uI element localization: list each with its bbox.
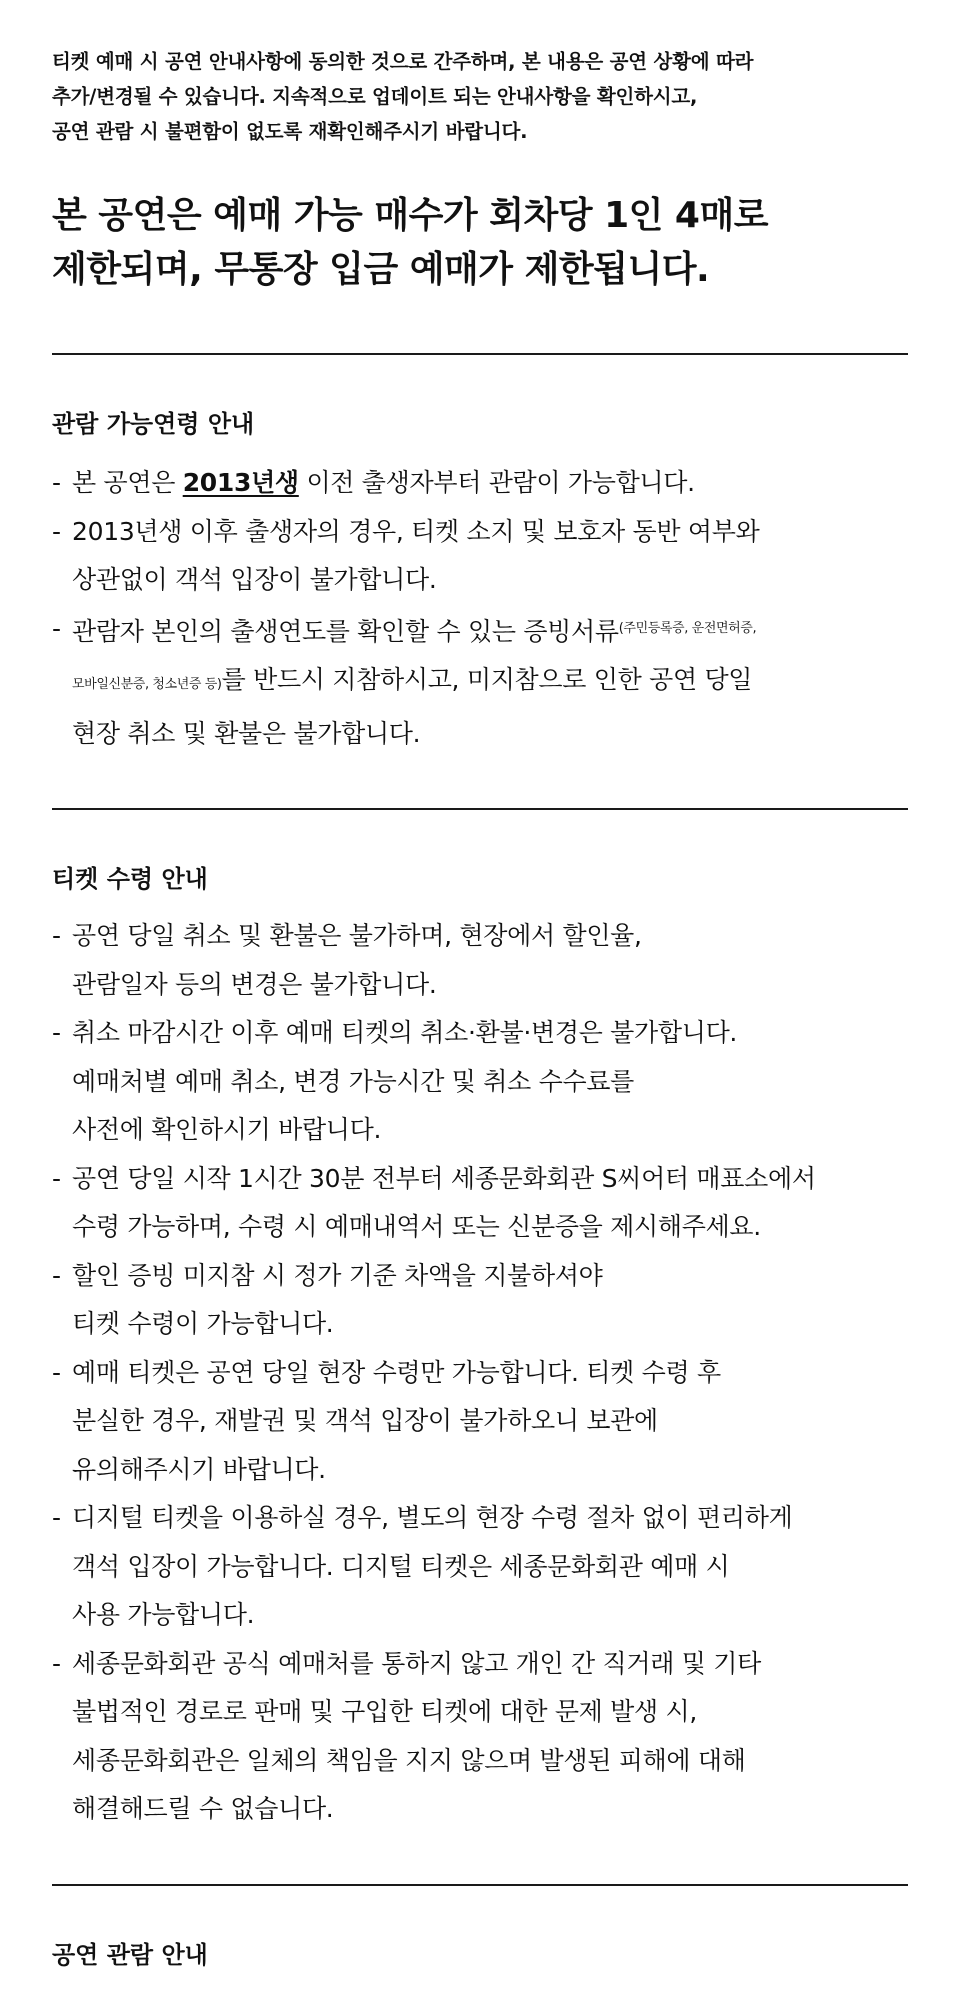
list-item-line: 사전에 확인하시기 바랍니다. xyxy=(72,1115,382,1144)
list-item-line: 관람일자 등의 변경은 불가합니다. xyxy=(72,969,437,999)
list-item-line: 객석 입장이 가능합니다. 디지털 티켓은 세종문화회관 예매 시 xyxy=(72,1551,730,1581)
list-dash: - xyxy=(52,921,61,950)
list-dash: - xyxy=(52,1648,61,1678)
id-types-note: 모바일신분증, 청소년증 등) xyxy=(72,677,222,692)
list-item xyxy=(52,912,908,1009)
birth-year-emphasis: 2013년생 xyxy=(182,468,299,497)
viewing-section-title: 공연 관람 안내 xyxy=(52,1940,208,1969)
list-item xyxy=(52,1640,908,1834)
section-divider xyxy=(52,808,908,810)
age-info-list xyxy=(52,459,908,758)
list-dash: - xyxy=(52,516,61,546)
list-item-line: 공연 당일 시작 1시간 30분 전부터 세종문화회관 S씨어터 매표소에서 xyxy=(72,1163,816,1193)
section-divider xyxy=(52,1884,908,1886)
document-requirement-text: 관람자 본인의 출생연도를 확인할 수 있는 증빙서류 xyxy=(72,616,619,646)
list-dash: - xyxy=(52,1018,61,1047)
list-item-line: 디지털 티켓을 이용하실 경우, 별도의 현장 수령 절차 없이 편리하게 xyxy=(72,1503,793,1532)
list-item-line: 유의해주시기 바랍니다. xyxy=(72,1454,326,1484)
list-item-line: 불법적인 경로로 판매 및 구입한 티켓에 대한 문제 발생 시, xyxy=(72,1697,698,1726)
list-item-line: 사용 가능합니다. xyxy=(72,1600,255,1629)
list-dash: - xyxy=(52,1163,61,1193)
list-item-line: 해결해드릴 수 없습니다. xyxy=(72,1794,334,1823)
list-item-line xyxy=(72,459,908,508)
list-dash: - xyxy=(52,1260,61,1290)
age-text-before: 본 공연은 xyxy=(72,468,183,497)
list-item-line xyxy=(72,656,908,710)
list-item-line: 분실한 경우, 재발권 및 객석 입장이 불가하오니 보관에 xyxy=(72,1406,658,1435)
list-item-line: 현장 취소 및 환불은 불가합니다. xyxy=(72,718,421,748)
list-item xyxy=(52,508,908,605)
list-item xyxy=(52,1009,908,1155)
list-item-line: 수령 가능하며, 수령 시 예매내역서 또는 신분증을 제시해주세요. xyxy=(72,1212,761,1241)
id-types-note: (주민등록증, 운전면허증, xyxy=(618,620,757,636)
list-dash: - xyxy=(52,468,61,497)
list-item-line: 티켓 수령이 가능합니다. xyxy=(72,1309,334,1338)
list-dash: - xyxy=(52,1503,61,1532)
list-item xyxy=(52,1494,908,1640)
ticket-section-title: 티켓 수령 안내 xyxy=(52,865,208,893)
intro-line: 추가/변경될 수 있습니다. 지속적으로 업데이트 되는 안내사항을 확인하시고, xyxy=(52,85,698,108)
list-dash: - xyxy=(52,1357,61,1387)
list-item-line: 예매 티켓은 공연 당일 현장 수령만 가능합니다. 티켓 수령 후 xyxy=(72,1357,721,1387)
headline-line: 제한되며, 무통장 입금 예매가 제한됩니다. xyxy=(52,249,710,290)
section-divider xyxy=(52,353,908,355)
age-section-title: 관람 가능연령 안내 xyxy=(52,410,255,438)
intro-line: 티켓 예매 시 공연 안내사항에 동의한 것으로 간주하며, 본 내용은 공연 상황에 따라 xyxy=(52,50,754,73)
list-item xyxy=(52,605,908,759)
list-item xyxy=(52,1349,908,1495)
document-requirement-text: 를 반드시 지참하시고, 미지참으로 인한 공연 당일 xyxy=(221,665,753,694)
ticket-info-list xyxy=(52,912,908,1834)
list-item-line: 세종문화회관은 일체의 책임을 지지 않으며 발생된 피해에 대해 xyxy=(72,1745,746,1775)
list-item-line xyxy=(72,605,908,657)
intro-notice xyxy=(52,0,908,149)
list-dash: - xyxy=(52,613,61,643)
list-item-line: 할인 증빙 미지참 시 정가 기준 차액을 지불하셔야 xyxy=(72,1260,603,1290)
list-item-line: 2013년생 이후 출생자의 경우, 티켓 소지 및 보호자 동반 여부와 xyxy=(72,516,760,546)
list-item-line: 취소 마감시간 이후 예매 티켓의 취소·환불·변경은 불가합니다. xyxy=(72,1018,738,1047)
list-item-line: 공연 당일 취소 및 환불은 불가하며, 현장에서 할인율, xyxy=(72,921,642,950)
list-item-line: 세종문화회관 공식 예매처를 통하지 않고 개인 간 직거래 및 기타 xyxy=(72,1648,761,1678)
list-item-line: 상관없이 객석 입장이 불가합니다. xyxy=(72,565,437,594)
age-text-after: 이전 출생자부터 관람이 가능합니다. xyxy=(298,468,695,497)
intro-line: 공연 관람 시 불편함이 없도록 재확인해주시기 바랍니다. xyxy=(52,120,528,143)
headline-line: 본 공연은 예매 가능 매수가 회차당 1인 4매로 xyxy=(52,195,769,236)
list-item-line: 예매처별 예매 취소, 변경 가능시간 및 취소 수수료를 xyxy=(72,1066,635,1096)
list-item xyxy=(52,1252,908,1349)
list-item xyxy=(52,1155,908,1252)
booking-limit-headline xyxy=(52,189,908,297)
list-item xyxy=(52,459,908,508)
